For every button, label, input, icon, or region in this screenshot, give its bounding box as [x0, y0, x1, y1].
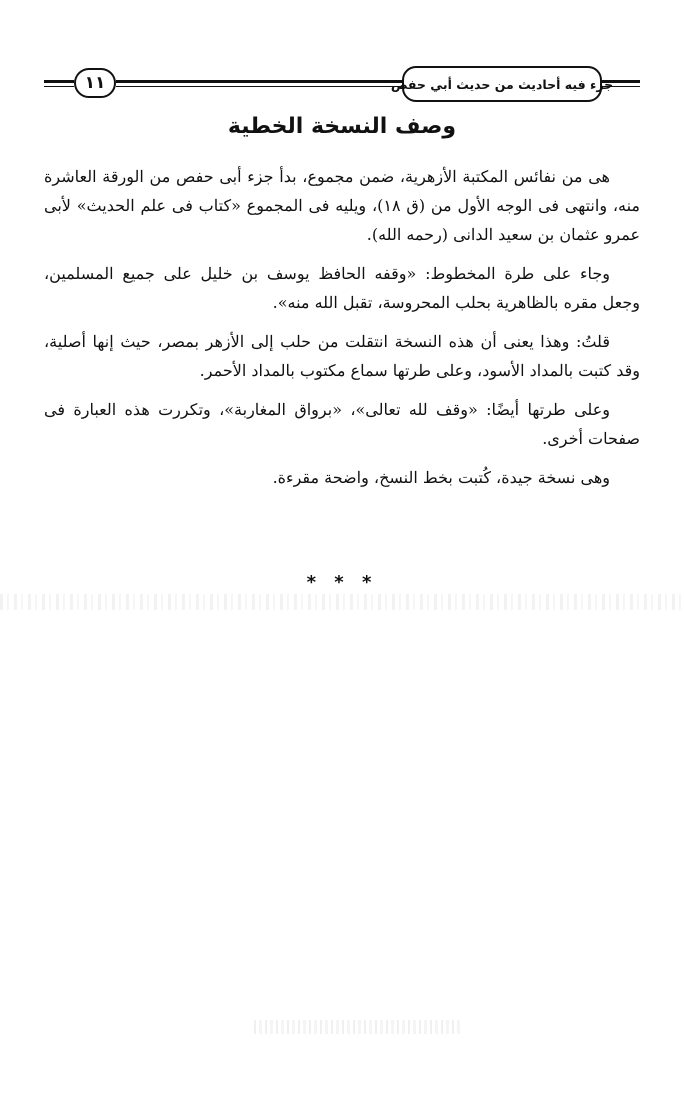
header-rule: [116, 86, 402, 87]
header-rule: [602, 86, 640, 87]
header-rule: [44, 80, 74, 83]
body-text: [44, 162, 640, 492]
show-through-noise: [254, 1020, 462, 1034]
page-number: ١١: [74, 68, 116, 98]
header-rule: [44, 86, 74, 87]
running-title: جزء فيه أحاديث من حديث أبي حفص: [402, 66, 602, 102]
section-heading: وصف النسخة الخطية: [227, 114, 457, 139]
paragraph: قلتُ: وهذا يعنى أن هذه النسخة انتقلت من حلب إلى الأزهر بمصر، حيث إنها أصلية، وقد كتبت بالمداد الأسود، وعلى طرتها سماع مكتوب بالمداد الأحمر.: [44, 332, 640, 380]
paragraph: وهى نسخة جيدة، كُتبت بخط النسخ، واضحة مقرءة.: [272, 468, 610, 487]
paragraph: وعلى طرتها أيضًا: «وقف لله تعالى»، «برواق المغاربة»، وتكررت هذه العبارة فى صفحات أخرى.: [44, 400, 640, 448]
header-rule: [602, 80, 640, 83]
page-header: [44, 66, 644, 108]
paragraph: هى من نفائس المكتبة الأزهرية، ضمن مجموع، بدأ جزء أبى حفص من الورقة العاشرة منه، وانتهى فى الوجه الأول من (ق ١٨)، ويليه فى المجموع «كتاب فى علم الحديث» لأبى عمرو عثمان بن سعيد الدانى (رحمه الله).: [44, 167, 641, 244]
header-rule: [116, 80, 402, 83]
paragraph: وجاء على طرة المخطوط: «وقفه الحافظ يوسف بن خليل على جميع المسلمين، وجعل مقره بالظاهرية بحلب المحروسة، تقبل الله منه».: [44, 264, 640, 312]
section-separator: * * *: [306, 572, 378, 593]
show-through-noise: [0, 594, 684, 610]
